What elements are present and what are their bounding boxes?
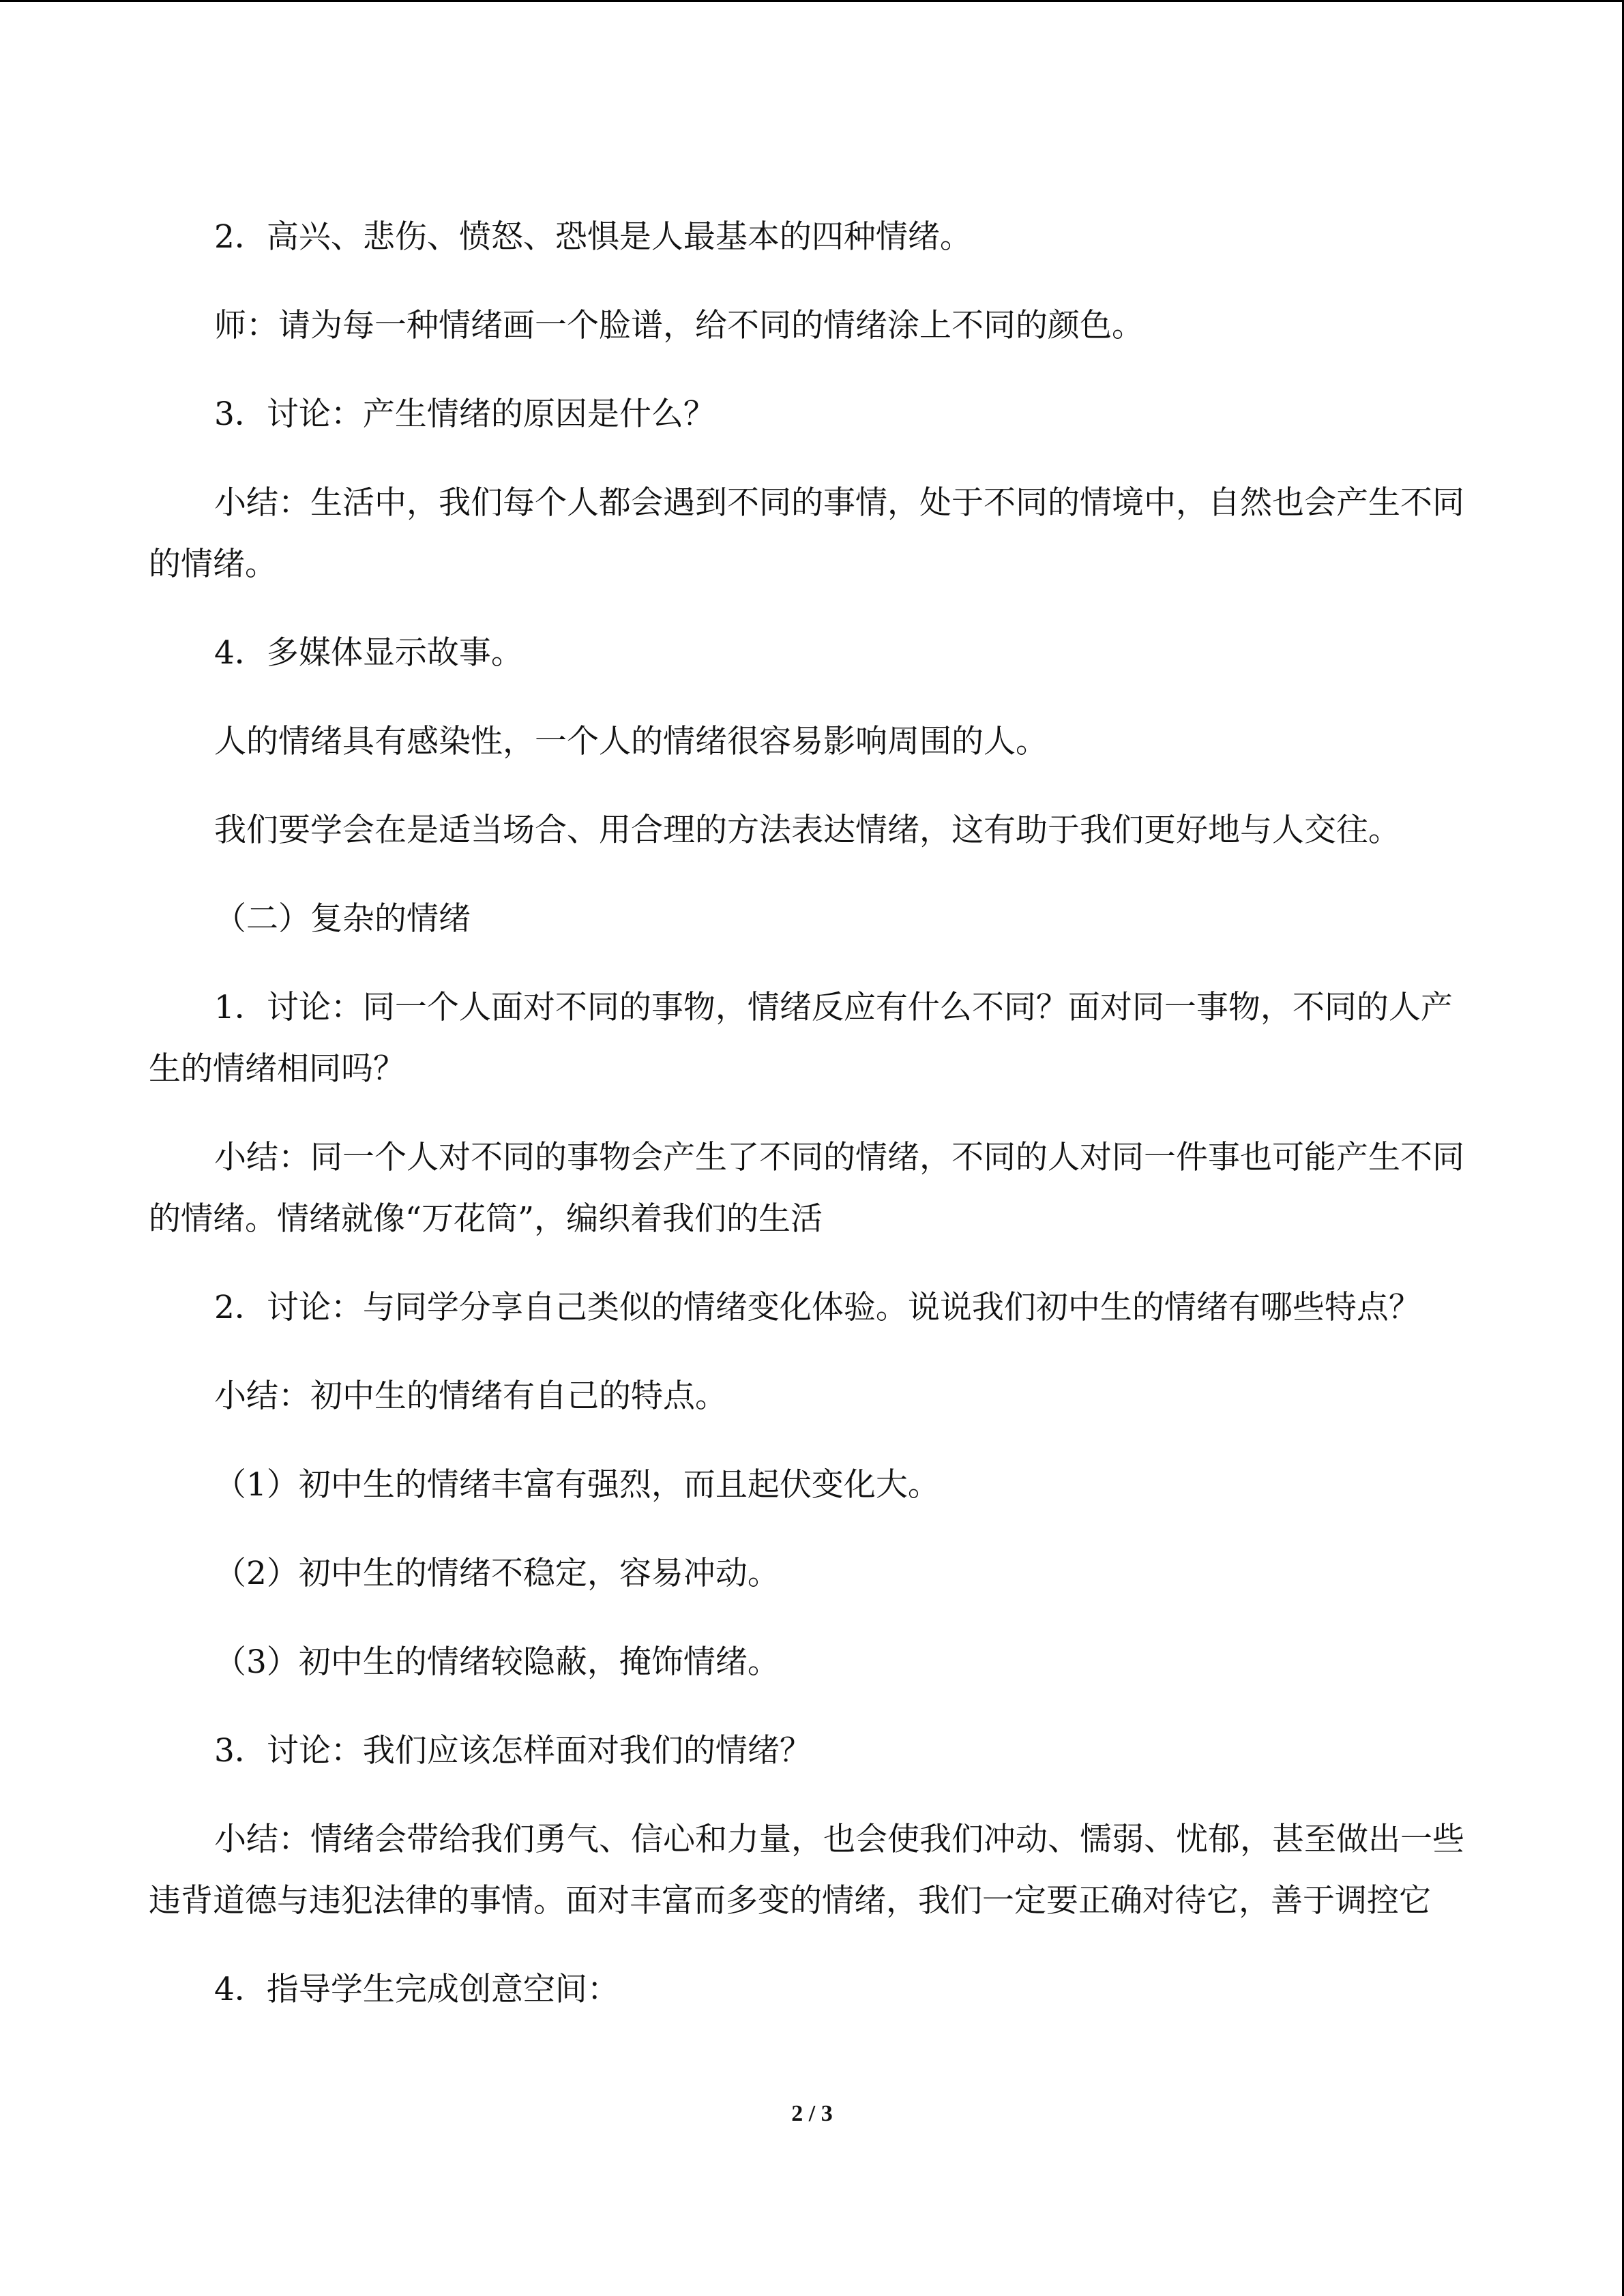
paragraph-guide-creative-space: 4．指导学生完成创意空间： bbox=[214, 1971, 619, 2008]
document-body bbox=[149, 207, 1475, 2048]
paragraph-discussion-causes: 3．讨论：产生情绪的原因是什么？ bbox=[214, 396, 715, 433]
paragraph-multimedia-story: 4．多媒体显示故事。 bbox=[214, 634, 523, 672]
paragraph-express-emotion: 我们要学会在是适当场合、用合理的方法表达情绪，这有助于我们更好地与人交往。 bbox=[214, 811, 1400, 849]
paragraph-basic-emotions: 2．高兴、悲伤、愤怒、恐惧是人最基本的四种情绪。 bbox=[214, 218, 972, 256]
paragraph-discussion-share: 2．讨论：与同学分享自己类似的情绪变化体验。说说我们初中生的情绪有哪些特点？ bbox=[214, 1289, 1421, 1326]
paragraph-summary-causes: 小结：生活中，我们每个人都会遇到不同的事情，处于不同的情境中，自然也会产生不同的情绪。 bbox=[149, 484, 1464, 583]
paragraph-teacher-instruction: 师：请为每一种情绪画一个脸谱，给不同的情绪涂上不同的颜色。 bbox=[214, 307, 1144, 344]
paragraph-summary-face-emotions: 小结：情绪会带给我们勇气、信心和力量，也会使我们冲动、懦弱、忧郁，甚至做出一些违背道德与违犯法律的事情。面对丰富而多变的情绪，我们一定要正确对待它，善于调控它 bbox=[149, 1821, 1464, 1920]
page-number: 2 / 3 bbox=[791, 2101, 833, 2126]
paragraph-summary-features: 小结：初中生的情绪有自己的特点。 bbox=[214, 1377, 727, 1415]
paragraph-summary-kaleidoscope: 小结：同一个人对不同的事物会产生了不同的情绪，不同的人对同一件事也可能产生不同的情绪。情绪就像“万花筒”，编织着我们的生活 bbox=[149, 1139, 1464, 1238]
list-item-feature-3: （3）初中生的情绪较隐蔽，掩饰情绪。 bbox=[214, 1643, 780, 1681]
paragraph-emotion-contagion: 人的情绪具有感染性，一个人的情绪很容易影响周围的人。 bbox=[214, 723, 1048, 760]
paragraph-discussion-face-emotions: 3．讨论：我们应该怎样面对我们的情绪？ bbox=[214, 1732, 812, 1770]
section-heading-complex-emotions: （二）复杂的情绪 bbox=[214, 900, 471, 938]
list-item-feature-1: （1）初中生的情绪丰富有强烈，而且起伏变化大。 bbox=[214, 1466, 940, 1504]
paragraph-discussion-different-things: 1．讨论：同一个人面对不同的事物，情绪反应有什么不同？面对同一事物，不同的人产生的情绪相同吗？ bbox=[149, 989, 1453, 1088]
list-item-feature-2: （2）初中生的情绪不稳定，容易冲动。 bbox=[214, 1555, 780, 1592]
